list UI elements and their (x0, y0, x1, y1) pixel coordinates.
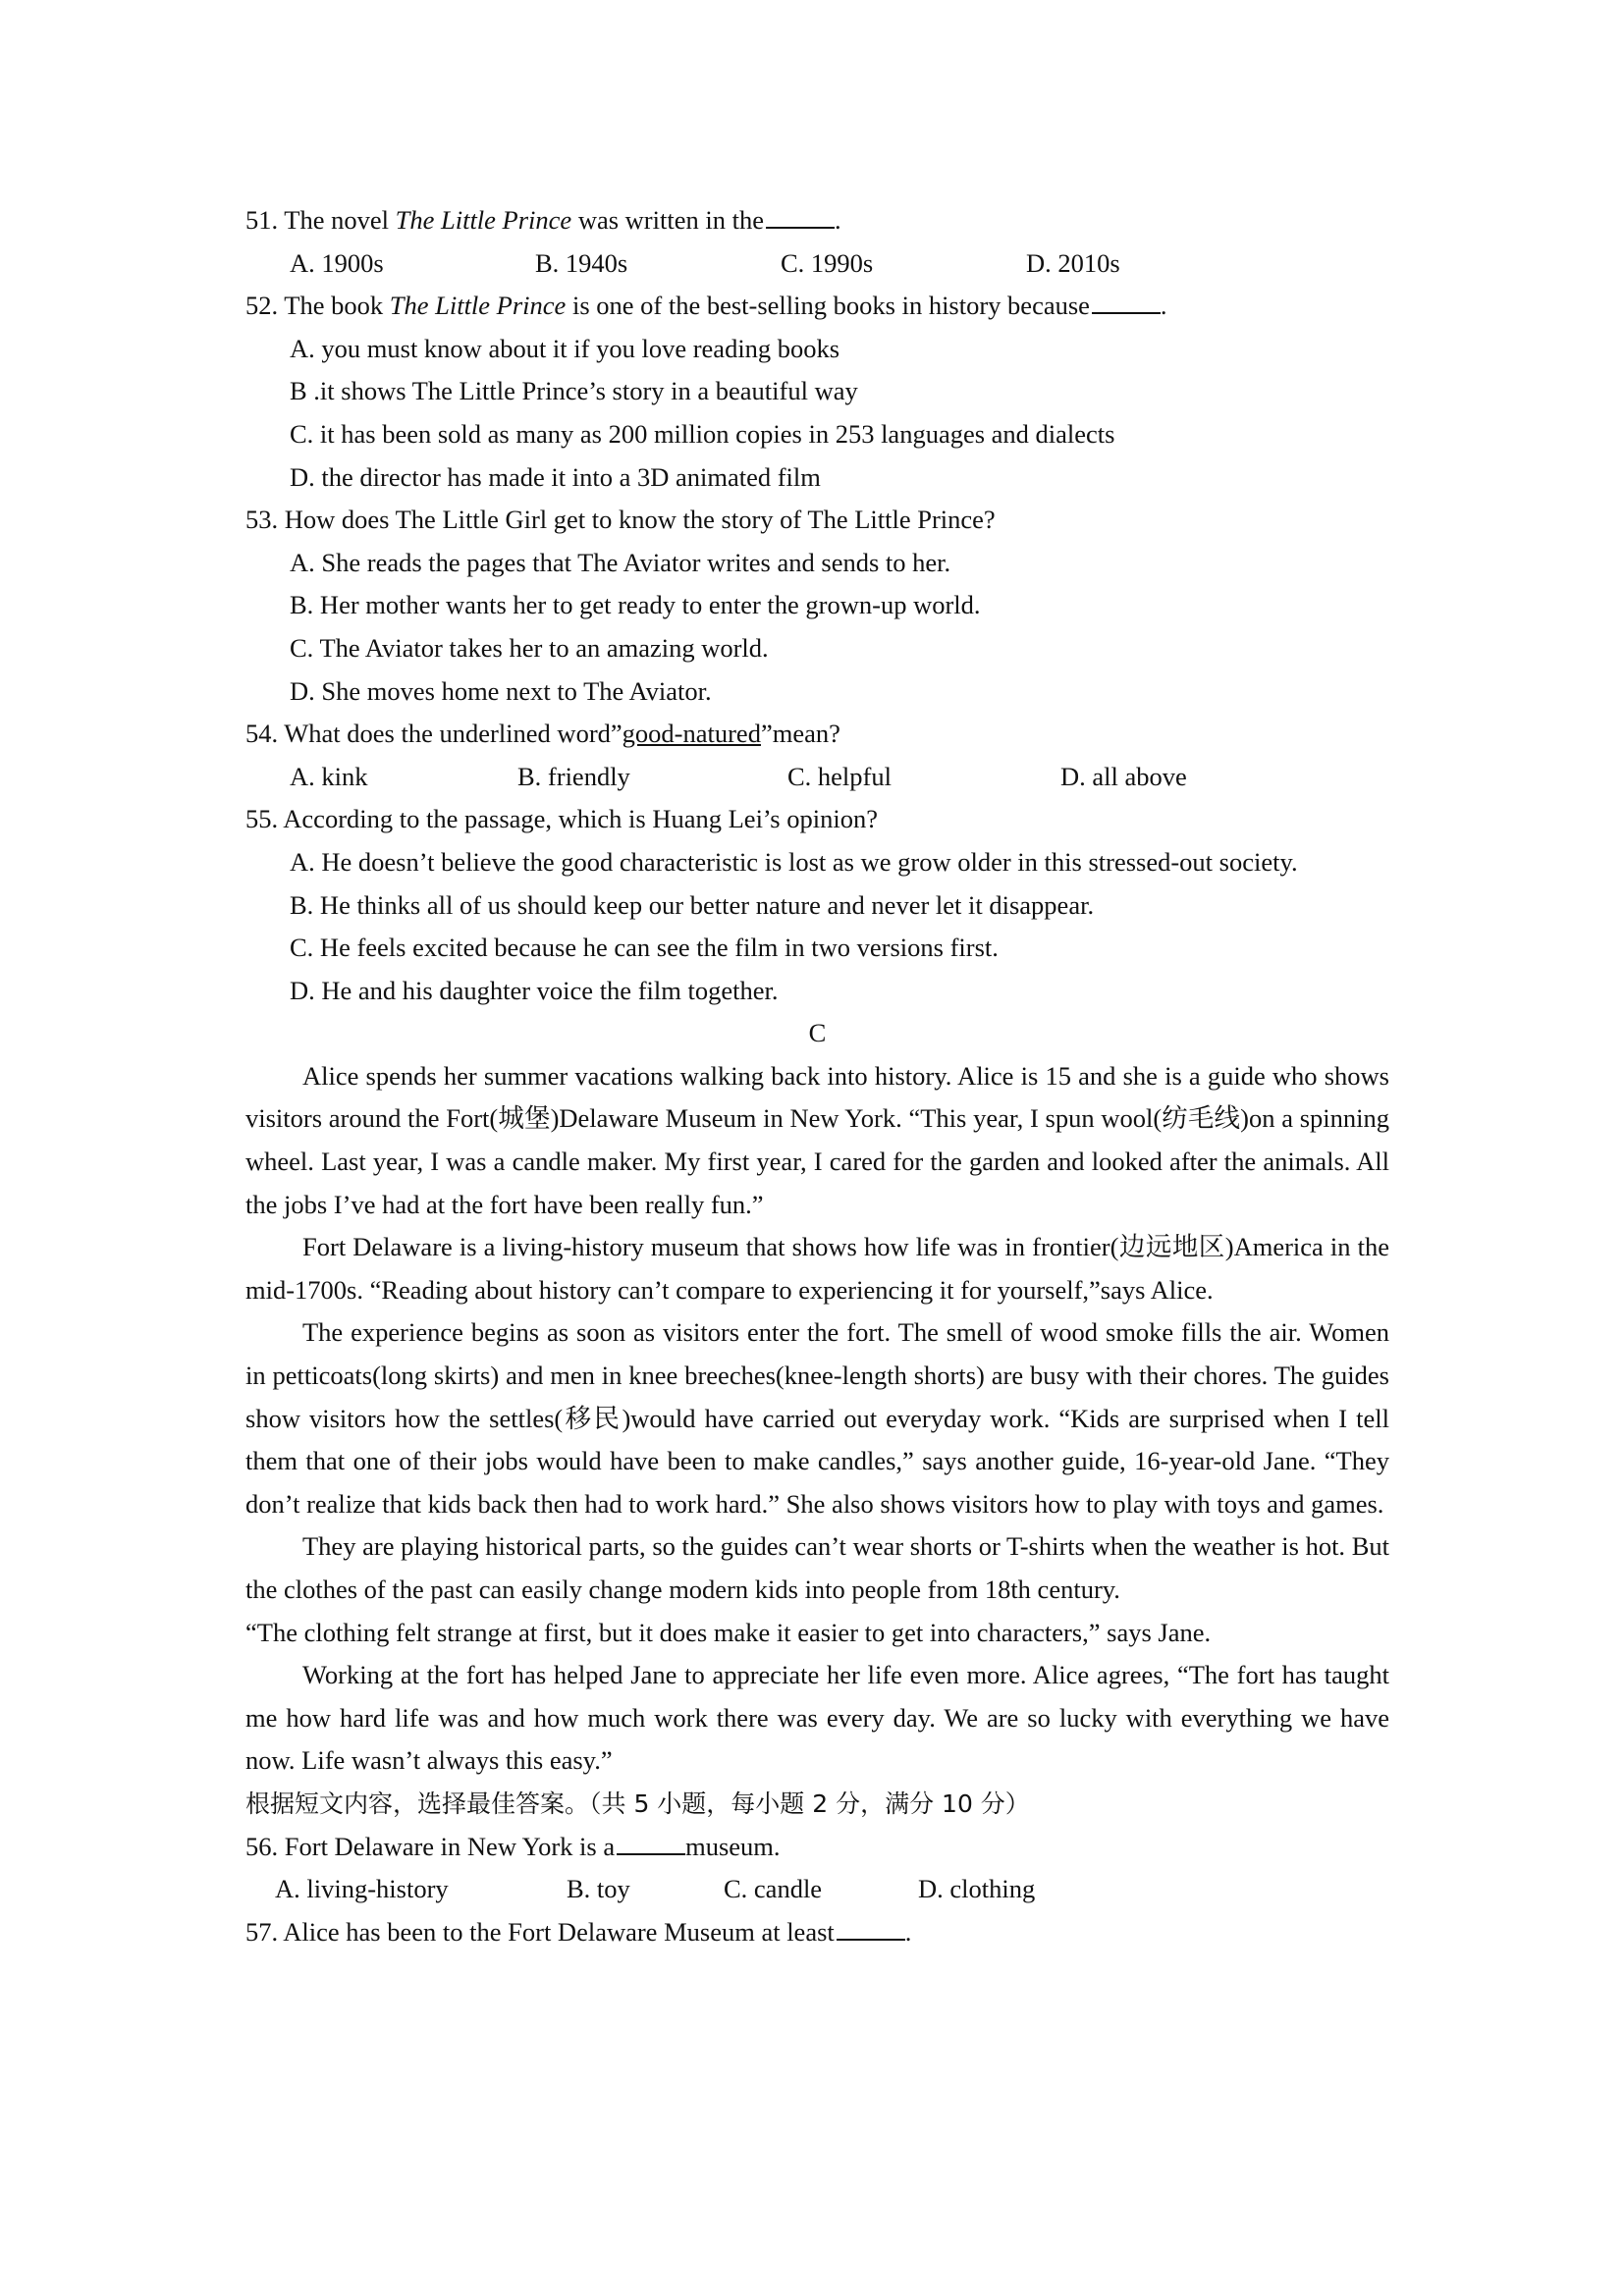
passage-quote-line: “The clothing felt strange at first, but it does make it easier to get into characters,” says Jane. (245, 1617, 1212, 1647)
q52-stem-pre: 52. The book (245, 291, 390, 321)
answer-blank (617, 1828, 685, 1855)
question-53: 53. How does The Little Girl get to know the story of The Little Prince? (245, 505, 996, 535)
option-c: C. 1990s (781, 247, 874, 278)
option-c: C. helpful (787, 761, 892, 791)
option-a: A. living-history (275, 1874, 449, 1904)
q52-stem-post: is one of the best-selling books in history because (566, 291, 1090, 321)
option-c: C. it has been sold as many as 200 million copies in 253 languages and dialects (290, 418, 1115, 449)
option-a: A. you must know about it if you love reading books (290, 333, 840, 363)
q52-book-title: The Little Prince (389, 291, 567, 321)
passage-paragraph: Working at the fort has helped Jane to appreciate her life even more. Alice agrees, “The fort has taught me how hard life was and how much work there was every day. We are so lucky with everything we have now. Life wasn’t always this easy.” (245, 1660, 1389, 1776)
passage (245, 1055, 1389, 1783)
option-c: C. The Aviator takes her to an amazing world. (290, 632, 769, 663)
section-heading: C (808, 1018, 827, 1048)
option-a: A. She reads the pages that The Aviator writes and sends to her. (290, 547, 951, 577)
option-d: D. all above (1060, 761, 1187, 791)
q51-book-title: The Little Prince (395, 205, 572, 235)
q56-stem-pre: 56. Fort Delaware in New York is a (245, 1831, 616, 1861)
option-c: C. candle (724, 1874, 823, 1904)
question-57: 57. Alice has been to the Fort Delaware Museum at least . (245, 1911, 1389, 1954)
answer-blank (766, 201, 835, 229)
passage-paragraph: They are playing historical parts, so the guides can’t wear shorts or T-shirts when the weather is hot. But the clothes of the past can easily change modern kids into people from 18th century. (245, 1531, 1389, 1604)
q51-stem-pre: 51. The novel (245, 205, 396, 235)
q57-stem: 57. Alice has been to the Fort Delaware Museum at least (245, 1916, 835, 1947)
question-54 (245, 713, 1389, 756)
option-d: D. He and his daughter voice the film together. (290, 975, 779, 1005)
option-b: B. Her mother wants her to get ready to enter the grown-up world. (290, 590, 981, 620)
question-56 (245, 1826, 1389, 1869)
answer-blank (837, 1913, 905, 1941)
passage-paragraph: Fort Delaware is a living-history museum that shows how life was in frontier(边远地区)America in the mid-1700s. “Reading about history can’t compare to experiencing it for yourself,”says Alice. (245, 1232, 1389, 1305)
underlined-word: good-natured (622, 719, 761, 749)
q51-stem-post: was written in the (571, 205, 764, 235)
q54-options (245, 756, 1389, 799)
option-b: B. toy (567, 1874, 630, 1904)
q54-stem-post: ”mean? (760, 719, 840, 749)
exam-page (245, 199, 1389, 1953)
option-d: D. the director has made it into a 3D animated film (290, 461, 821, 492)
option-b: B. 1940s (535, 247, 628, 278)
passage-paragraph: Alice spends her summer vacations walking back into history. Alice is 15 and she is a guide who shows visitors around the Fort(城堡)Delaware Museum in New York. “This year, I spun wool(纺毛线)on a spinning wheel. Last year, I was a candle maker. My first year, I cared for the garden and looked after the animals. All the jobs I’ve had at the fort have been really fun.” (245, 1060, 1389, 1219)
answer-blank (1092, 287, 1161, 314)
q56-stem-post: museum. (685, 1831, 781, 1861)
option-b: B. He thinks all of us should keep our better nature and never let it disappear. (290, 889, 1095, 920)
option-b: B .it shows The Little Prince’s story in a beautiful way (290, 376, 858, 406)
option-d: D. clothing (918, 1874, 1036, 1904)
question-52: 52. The book The Little Prince is one of the best-selling books in history because . (245, 285, 1389, 328)
option-d: D. She moves home next to The Aviator. (290, 675, 712, 706)
question-51: 51. The novel The Little Prince was written in the . (245, 199, 1389, 242)
option-c: C. He feels excited because he can see the film in two versions first. (290, 933, 999, 963)
q54-stem-pre: 54. What does the underlined word” (245, 719, 623, 749)
passage-paragraph: The experience begins as soon as visitors enter the fort. The smell of wood smoke fills the air. Women in petticoats(long skirts) and men in knee breeches(knee-length shorts) are busy with their chores. The guides show visitors how the settles(移民)would have carried out everyday work. “Kids are surprised when I tell them that one of their jobs would have been to make candles,” says another guide, 16-year-old Jane. “They don’t realize that kids back then had to work hard.” She also shows visitors how to play with toys and games. (245, 1317, 1389, 1519)
option-a: A. He doesn’t believe the good characteristic is lost as we grow older in this stressed-out society. (290, 846, 1298, 877)
option-b: B. friendly (517, 761, 630, 791)
question-55: 55. According to the passage, which is Huang Lei’s opinion? (245, 804, 878, 834)
option-a: A. kink (290, 761, 368, 791)
q56-options (245, 1868, 1389, 1911)
option-d: D. 2010s (1026, 247, 1120, 278)
instruction-text: 根据短文内容，选择最佳答案。（共 5 小题，每小题 2 分，满分 10 分） (245, 1789, 1030, 1818)
q51-options (245, 242, 1389, 286)
option-a: A. 1900s (290, 247, 384, 278)
